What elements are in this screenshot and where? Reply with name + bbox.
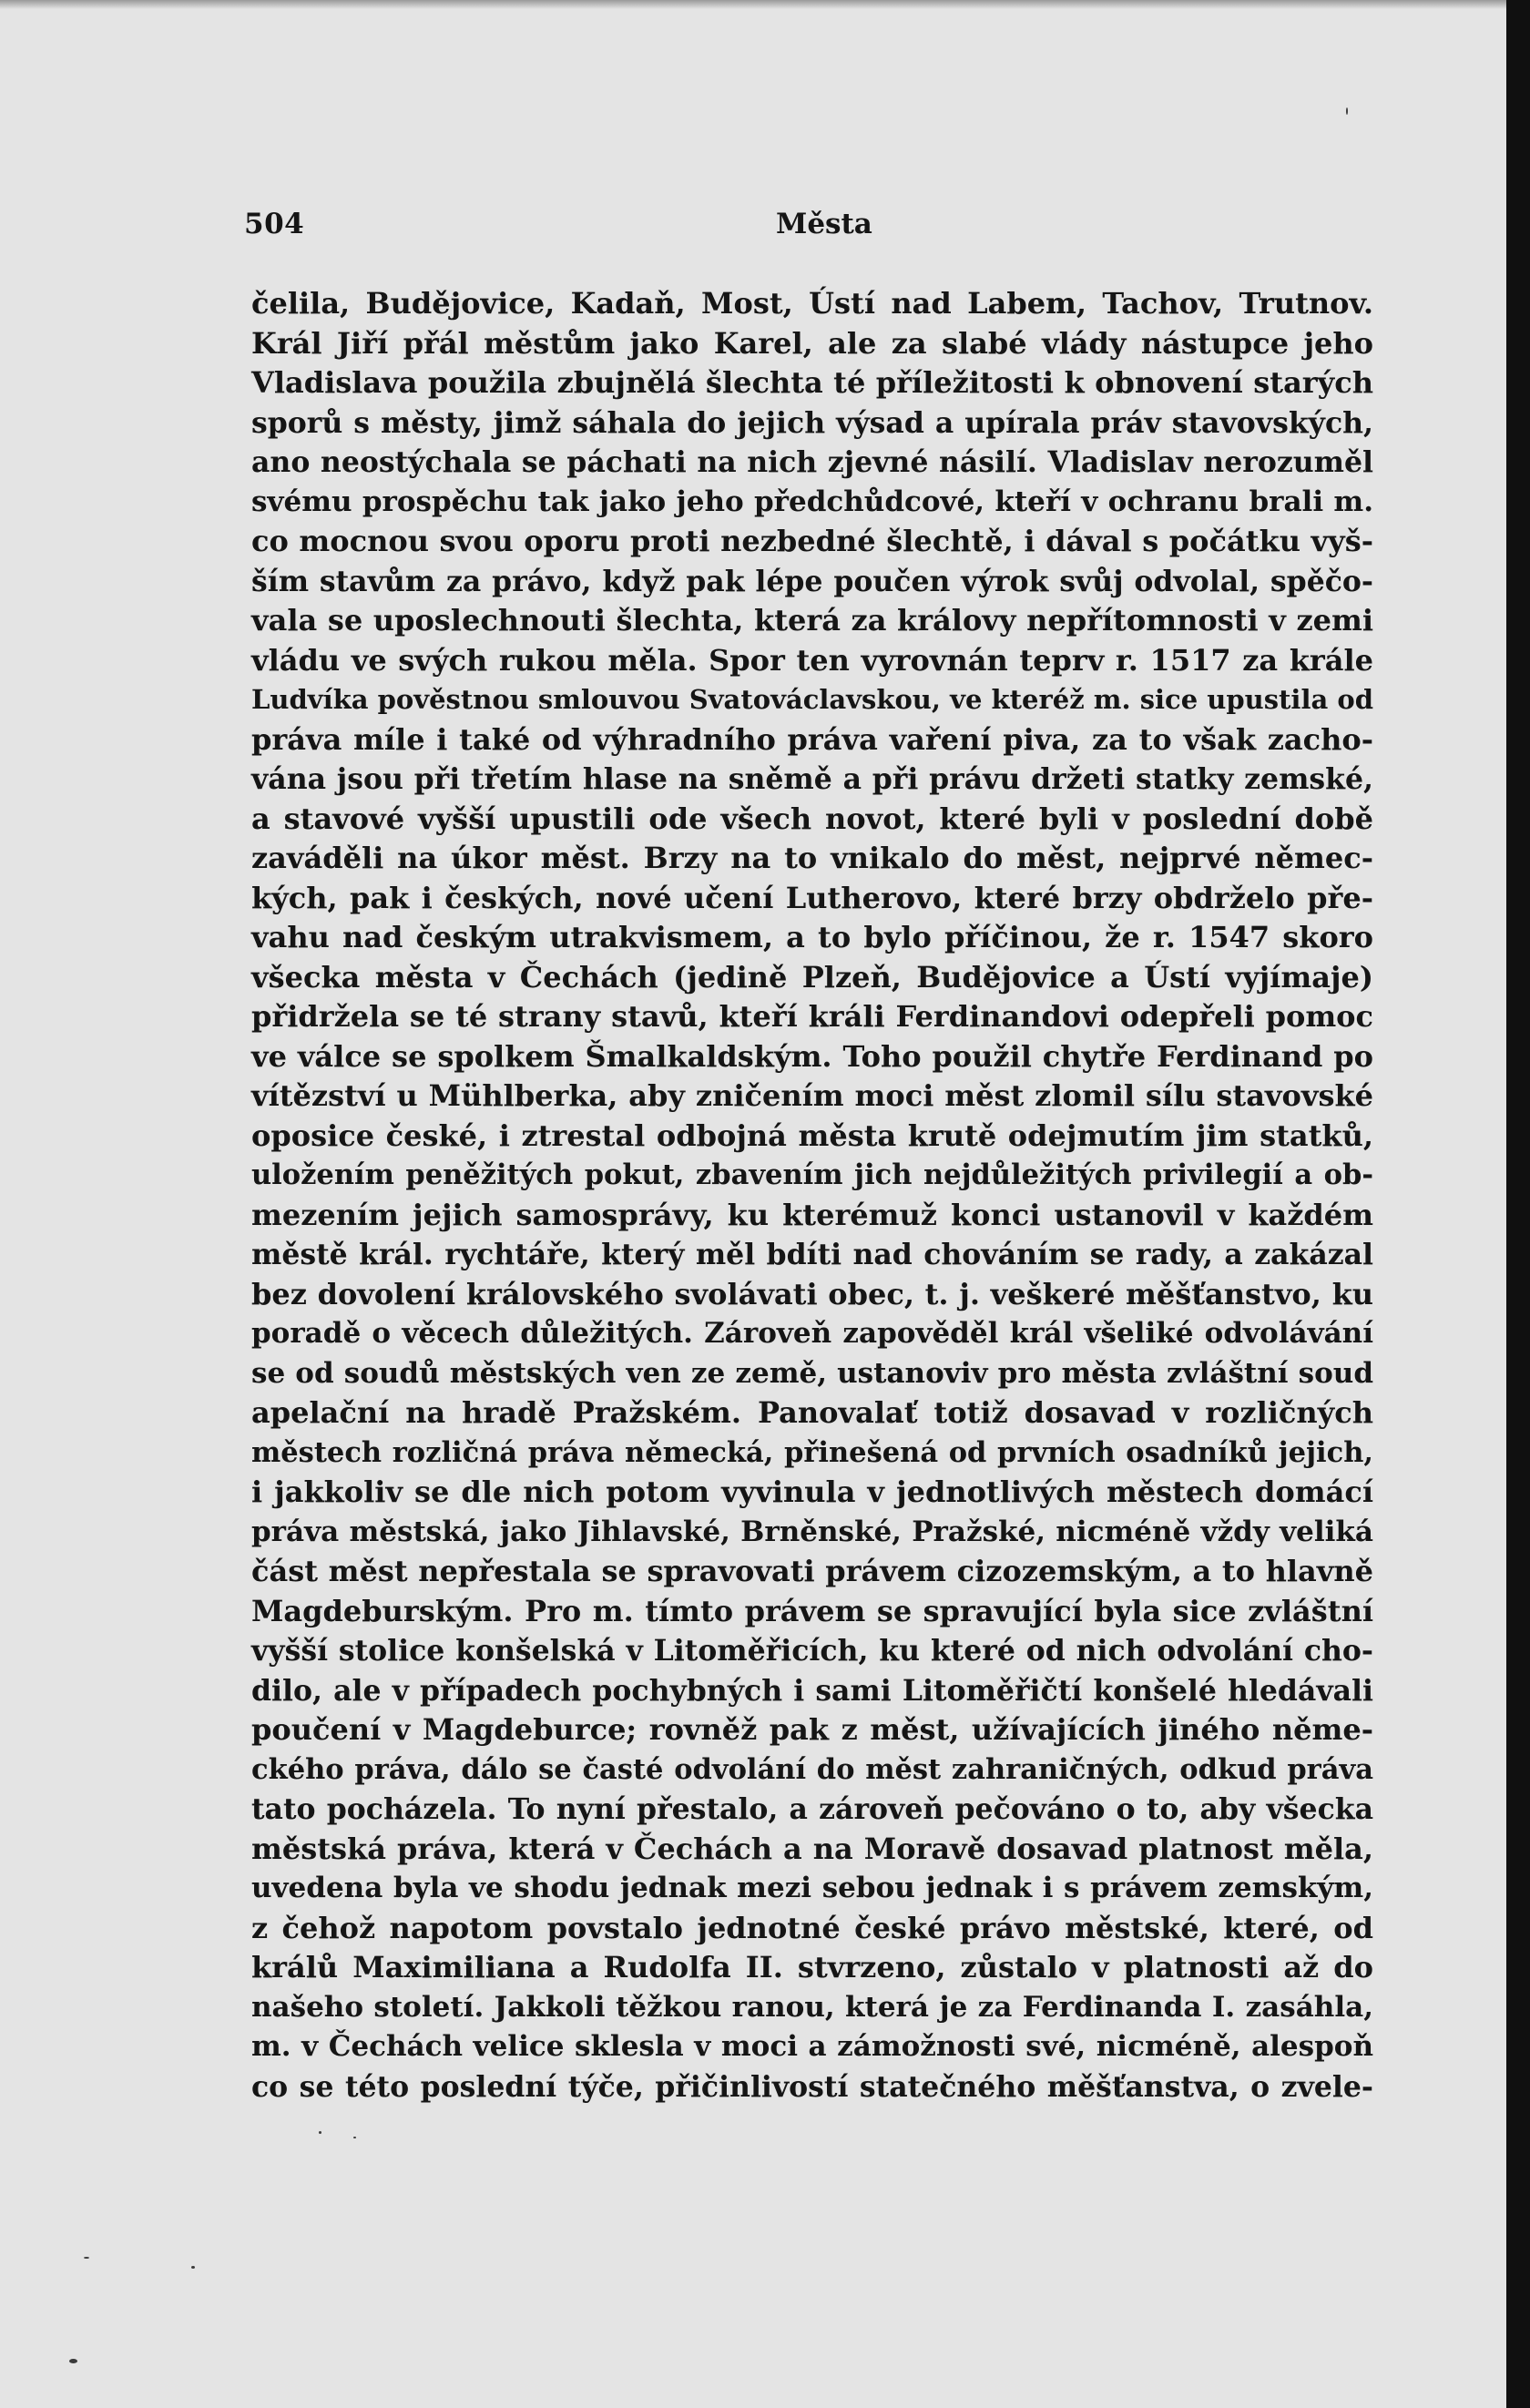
text-line: všecka města v Čechách (jedině Plzeň, Budějovice a Ústí vyjímaje)	[251, 959, 1373, 995]
text-line: vahu nad českým utrakvismem, a to bylo příčinou, že r. 1547 skoro	[251, 920, 1373, 954]
text-line: vítězství u Mühlberka, aby zničením moci měst zlomil sílu stavovské	[251, 1078, 1373, 1113]
text-line: a stavové vyšší upustili ode všech novot, které byli v poslední době	[251, 801, 1373, 836]
text-line: mezením jejich samosprávy, ku kterémuž konci ustanovil v každém	[251, 1197, 1373, 1232]
text-line: vládu ve svých rukou měla. Spor ten vyrovnán teprv r. 1517 za krále	[251, 642, 1373, 678]
text-line: poučení v Magdeburce; rovněž pak z měst, užívajících jiného něme-	[251, 1712, 1373, 1747]
text-line: část měst nepřestala se spravovati právem cizozemským, a to hlavně	[251, 1554, 1373, 1588]
text-line: zaváděli na úkor měst. Brzy na to vnikalo do měst, nejprvé němec-	[251, 841, 1373, 875]
text-line: králů Maximiliana a Rudolfa II. stvrzeno, zůstalo v platnosti až do	[251, 1950, 1373, 1985]
text-line: se od soudů městských ven ze země, ustanoviv pro města zvláštní soud	[251, 1356, 1373, 1390]
text-line: i jakkoliv se dle nich potom vyvinula v jednotlivých městech domácí	[251, 1474, 1373, 1509]
text-line: čelila, Budějovice, Kadaň, Most, Ústí nad Labem, Tachov, Trutnov.	[251, 286, 1373, 321]
text-line: městech rozličná práva německá, přinešená od prvních osadníků jejich,	[251, 1435, 1373, 1469]
text-line: uložením peněžitých pokut, zbavením jich nejdůležitých privilegií a ob-	[251, 1158, 1373, 1191]
scan-speck	[319, 2131, 321, 2134]
text-line: našeho století. Jakkoli těžkou ranou, která je za Ferdinanda I. zasáhla,	[251, 1990, 1373, 2024]
text-line: co se této poslední týče, přičinlivostí statečného měšťanstva, o zvele-	[251, 2069, 1373, 2104]
text-line: Magdeburským. Pro m. tímto právem se spravující byla sice zvláštní	[251, 1593, 1373, 1628]
text-line: z čehož napotom povstalo jednotné české právo městské, které, od	[251, 1910, 1373, 1945]
text-line: poradě o věcech důležitých. Zároveň zapověděl král všeliké odvolávání	[251, 1317, 1373, 1350]
text-line: Král Jiří přál městům jako Karel, ale za slabé vlády nástupce jeho	[251, 325, 1373, 361]
scan-border	[1506, 0, 1530, 2408]
text-line: práva městská, jako Jihlavské, Brněnské, Pražské, nicméně vždy veliká	[251, 1515, 1373, 1548]
running-title: Města	[776, 208, 872, 240]
text-line: m. v Čechách velice sklesla v moci a zámožnosti své, nicméně, alespoň	[251, 2030, 1373, 2063]
body-text	[251, 284, 1373, 2107]
text-line: ano neostýchala se páchati na nich zjevné násilí. Vladislav nerozuměl	[251, 445, 1373, 479]
text-line: přidržela se té strany stavů, kteří králi Ferdinandovi odepřeli pomoc	[251, 999, 1373, 1034]
text-line: ve válce se spolkem Šmalkaldským. Toho použil chytře Ferdinand po	[251, 1038, 1373, 1074]
text-line: ckého práva, dálo se časté odvolání do měst zahraničných, odkud práva	[251, 1752, 1373, 1786]
scan-speck	[191, 2266, 195, 2269]
text-line: sporů s městy, jimž sáhala do jejich výsad a upírala práv stavovských,	[251, 405, 1373, 440]
text-line: svému prospěchu tak jako jeho předchůdcové, kteří v ochranu brali m.	[251, 485, 1373, 518]
text-line: vyšší stolice konšelská v Litoměřicích, ku které od nich odvolání cho-	[251, 1634, 1373, 1668]
text-line: vala se uposlechnouti šlechta, která za královy nepřítomnosti v zemi	[251, 603, 1373, 638]
scan-speck	[353, 2137, 356, 2138]
scan-speck	[69, 2359, 77, 2363]
text-line: kých, pak i českých, nové učení Lutherovo, které brzy obdrželo pře-	[251, 880, 1373, 915]
text-line: práva míle i také od výhradního práva vaření piva, za to však zacho-	[251, 721, 1373, 757]
text-line: městě král. rychtáře, který měl bdíti nad chováním se rady, a zakázal	[251, 1238, 1373, 1271]
text-line: Ludvíka pověstnou smlouvou Svatováclavskou, ve kteréž m. sice upustila od	[251, 684, 1373, 715]
text-line: apelační na hradě Pražském. Panovalať totiž dosavad v rozličných	[251, 1395, 1373, 1430]
text-line: uvedena byla ve shodu jednak mezi sebou jednak i s právem zemským,	[251, 1872, 1373, 1904]
scan-speck	[84, 2257, 89, 2259]
text-line: oposice české, i ztrestal odbojná města krutě odejmutím jim statků,	[251, 1117, 1373, 1153]
text-line: Vladislava použila zbujnělá šlechta té příležitosti k obnovení starých	[251, 365, 1373, 400]
text-line: co mocnou svou oporu proti nezbedné šlechtě, i dával s počátku vyš-	[251, 524, 1373, 558]
text-line: dilo, ale v případech pochybných i sami Litoměřičtí konšelé hledávali	[251, 1673, 1373, 1708]
text-line: vána jsou při třetím hlase na sněmě a při právu držeti statky zemské,	[251, 762, 1373, 796]
page-top-edge	[0, 0, 1506, 9]
text-line: ším stavům za právo, když pak lépe poučen výrok svůj odvolal, spěčo-	[251, 564, 1373, 598]
scan-speck	[1346, 107, 1348, 115]
text-line: bez dovolení královského svolávati obec, t. j. veškeré měšťanstvo, ku	[251, 1276, 1373, 1311]
text-line: městská práva, která v Čechách a na Moravě dosavad platnost měla,	[251, 1831, 1373, 1866]
page-number: 504	[244, 208, 305, 240]
text-line: tato pocházela. To nyní přestalo, a zároveň pečováno o to, aby všecka	[251, 1792, 1373, 1826]
